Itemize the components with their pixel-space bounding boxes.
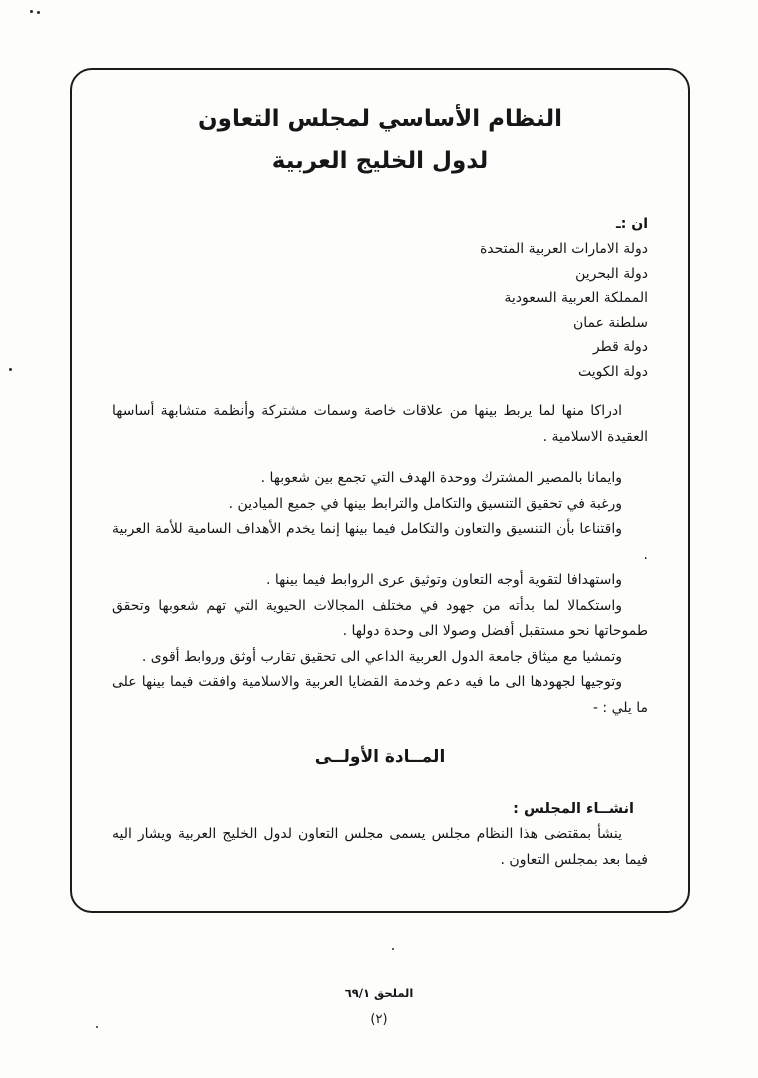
document-title-line-1: النظام الأساسي لمجلس التعاون	[198, 106, 562, 132]
article-one-body: ينشأ بمقتضى هذا النظام مجلس يسمى مجلس التعاون لدول الخليج العربية ويشار اليه فيما بعد بمجلس التعاون .	[112, 826, 648, 868]
footer-page-number: (٢)	[370, 1012, 388, 1027]
member-state: سلطنة عمان	[572, 314, 648, 331]
member-state: دولة الكويت	[578, 363, 648, 380]
scan-artifact	[392, 948, 394, 950]
preamble-clause: واستكمالا لما بدأته من جهود في مختلف المجالات الحيوية التي تهم شعوبها وتحقق طموحاتها نحو مستقبل أفضل وصولا الى وحدة دولها .	[112, 597, 648, 639]
member-state: المملكة العربية السعودية	[504, 290, 648, 306]
preamble-clause: وايمانا بالمصير المشترك ووحدة الهدف التي تجمع بين شعوبها .	[260, 470, 622, 486]
preamble-paragraph: ادراكا منها لما يربط بينها من علاقات خاصة وسمات مشتركة وأنظمة متشابهة أساسها العقيدة الاسلامية .	[112, 403, 648, 445]
preamble-clause: وتوجيها لجهودها الى ما فيه دعم وخدمة القضايا العربية والاسلامية وافقت فيما بينها على ما يلي : -	[112, 674, 648, 716]
establishment-section-heading: انشــاء المجلس :	[513, 801, 634, 817]
member-state-list	[112, 237, 648, 384]
article-one-heading: المــادة الأولــى	[314, 747, 446, 767]
preamble-clause: واقتناعا بأن التنسيق والتعاون والتكامل فيما بينها إنما يخدم الأهداف السامية للأمة العربية .	[112, 521, 648, 563]
document-title-line-2: لدول الخليج العربية	[271, 148, 489, 174]
preamble-clause-list	[112, 466, 648, 721]
member-state: دولة البحرين	[575, 265, 648, 282]
member-state: دولة قطر	[592, 339, 648, 355]
preamble-clause: وتمشيا مع ميثاق جامعة الدول العربية الداعي الى تحقيق تقارب أوثق وروابط أقوى .	[141, 648, 622, 665]
document-title	[112, 98, 648, 182]
scan-artifact	[9, 368, 12, 371]
preamble-clause: ورغبة في تحقيق التنسيق والتكامل والترابط بينها في جميع الميادين .	[228, 495, 622, 512]
preamble-clause: واستهدافا لتقوية أوجه التعاون وتوثيق عرى الروابط فيما بينها .	[266, 572, 622, 588]
footer-annex-reference: الملحق ٦٩/١	[344, 986, 414, 1000]
preamble-intro: ان :ـ	[615, 216, 648, 232]
scan-artifact	[30, 10, 33, 13]
document-border-frame	[70, 68, 690, 913]
member-state: دولة الامارات العربية المتحدة	[479, 241, 648, 257]
